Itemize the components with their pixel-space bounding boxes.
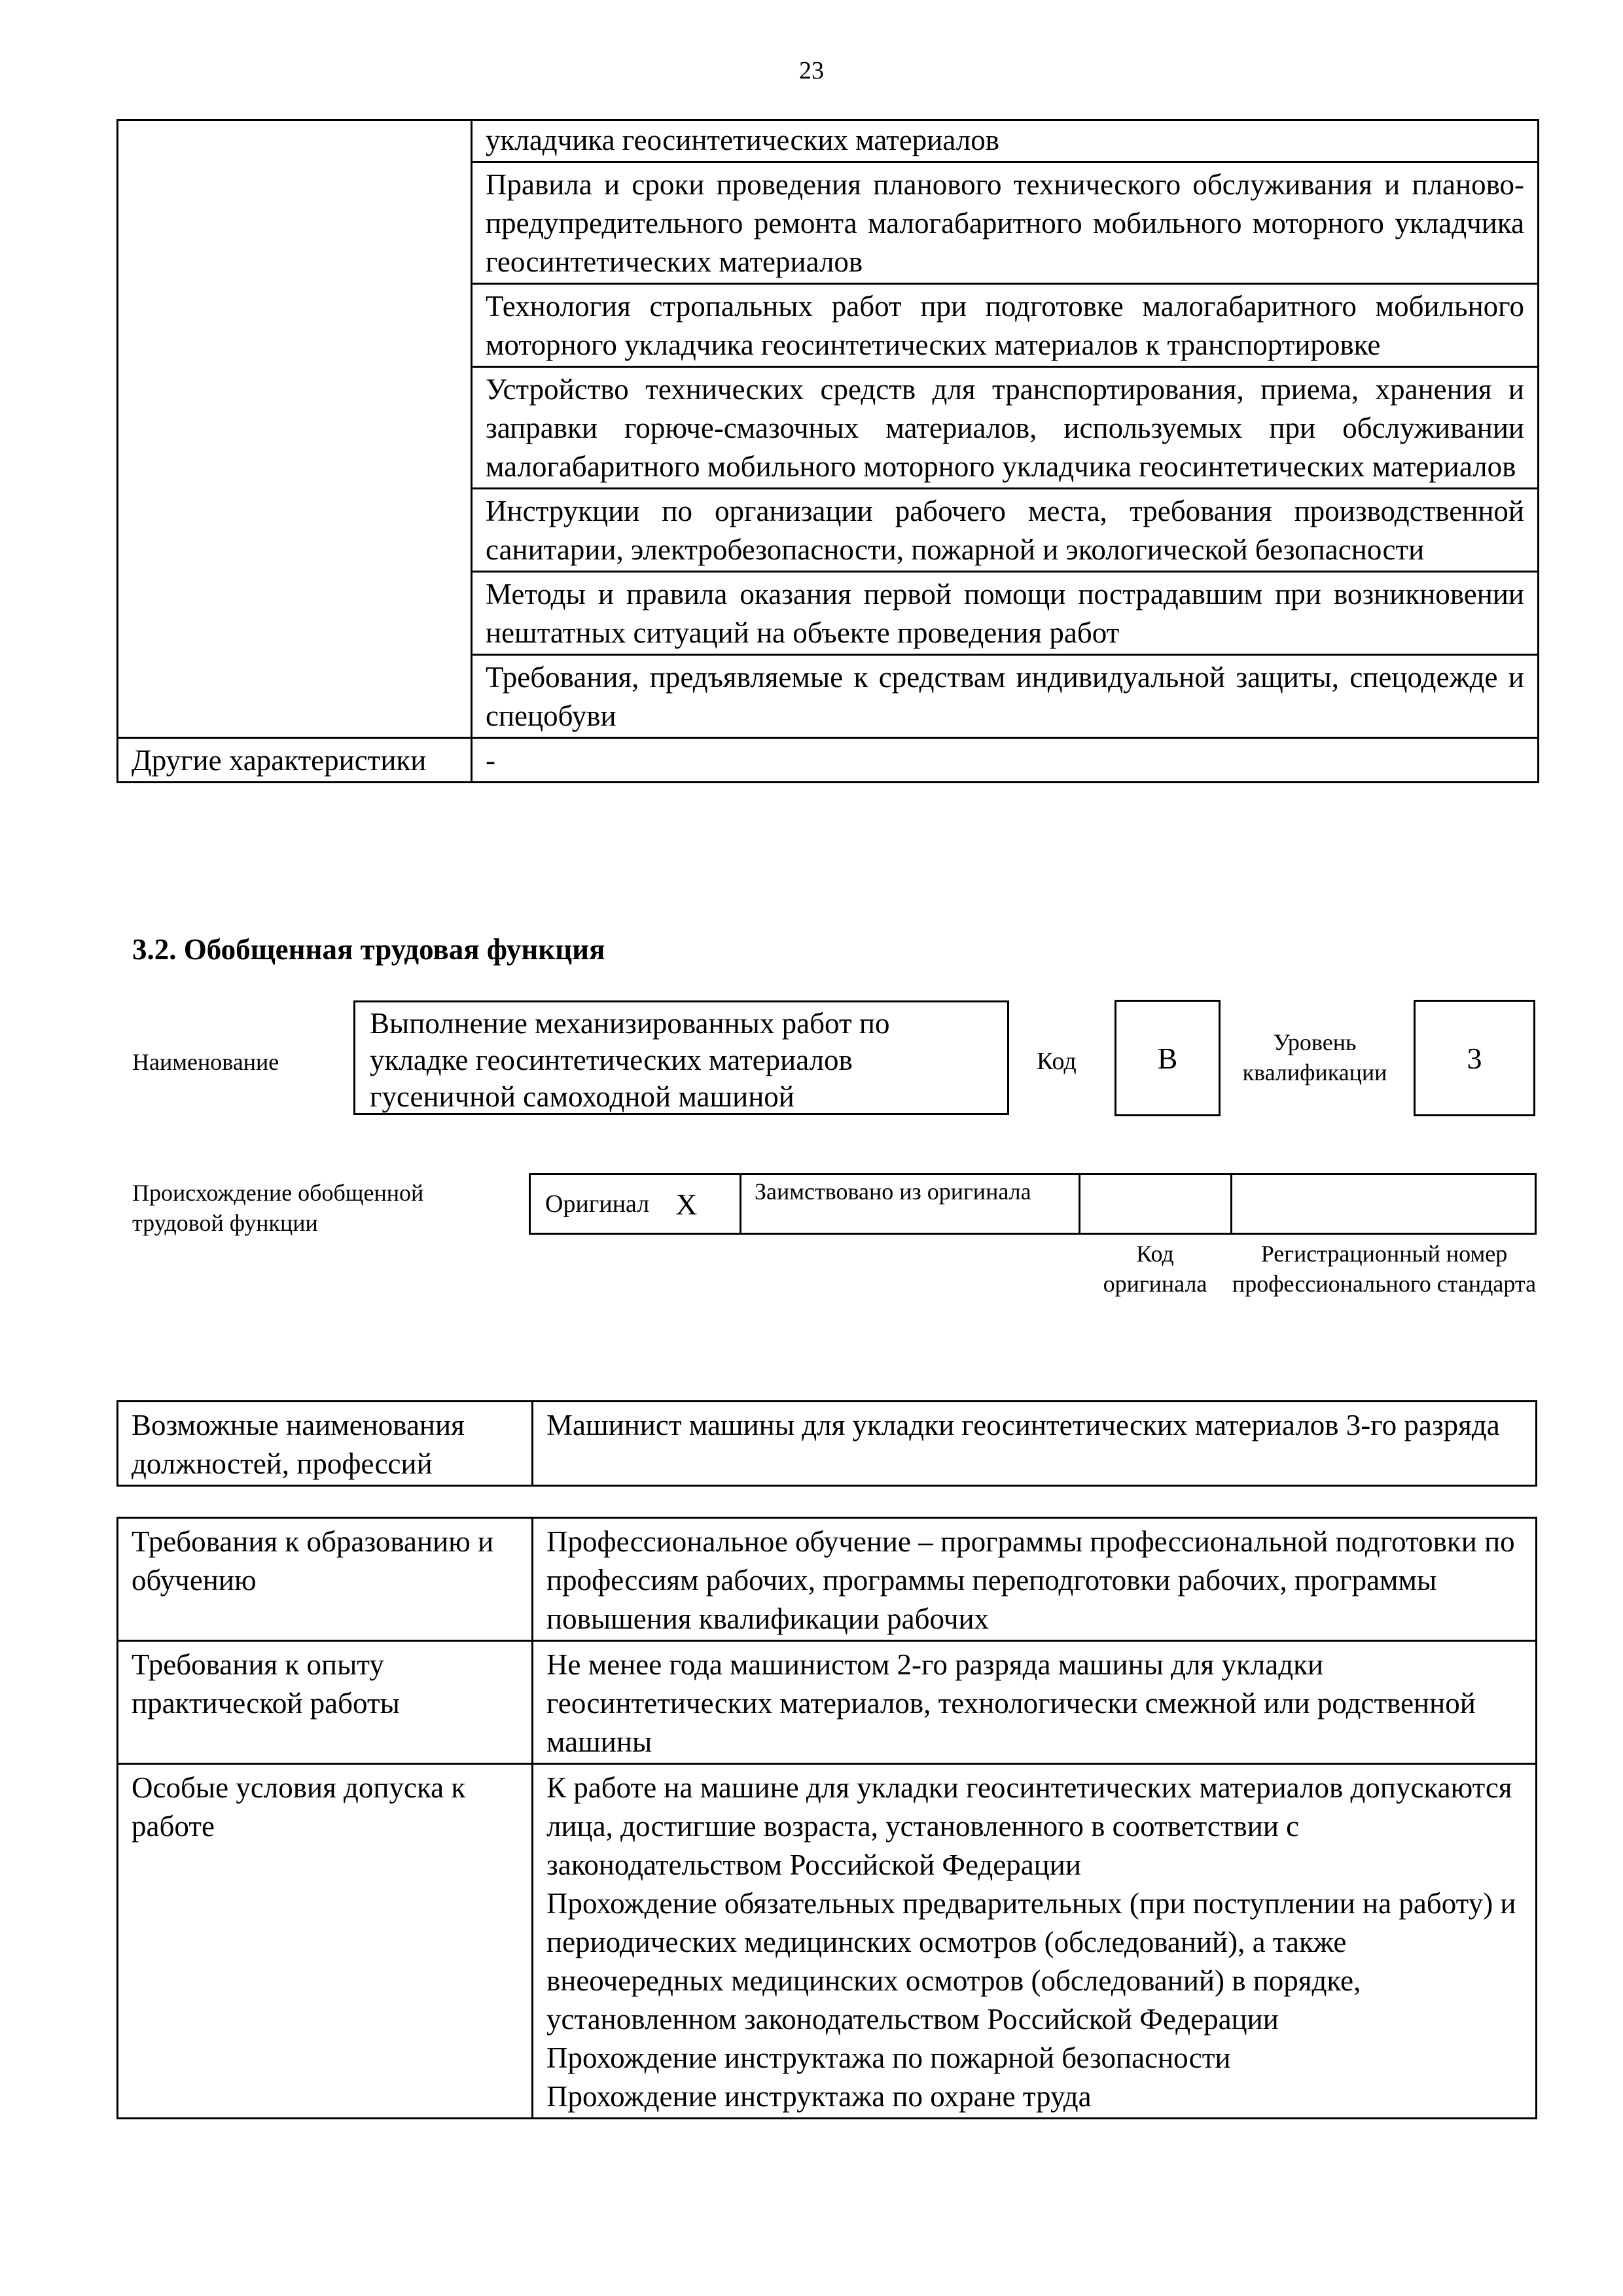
other-characteristics-value: - xyxy=(472,738,1539,783)
original-mark: X xyxy=(675,1187,698,1221)
table-row xyxy=(118,738,1539,783)
requirement-line: Прохождение обязательных предварительных (при поступлении на работу) и периодических медицинских осмотров (обследований), а также внеочередных медицинских осмотров (обследований) в порядке, установленном законодательством Российской Федерации xyxy=(546,1887,1516,2036)
knowledge-item: Требования, предъявляемые к средствам индивидуальной защиты, спецодежде и спецобуви xyxy=(472,655,1539,738)
borrowed-label: Заимствовано из оригинала xyxy=(741,1175,1080,1233)
knowledge-item: Устройство технических средств для транспортирования, приема, хранения и заправки горюче-смазочных материалов, используемых при обслуживании малогабаритного мобильного моторного укладчика геосинтетических материалов xyxy=(472,367,1539,489)
qualification-level-box: 3 xyxy=(1414,1000,1535,1116)
knowledge-label-cell xyxy=(118,120,472,738)
registration-number-caption: Регистрационный номер профессионального стандарта xyxy=(1232,1241,1537,1297)
table-row xyxy=(118,1518,1537,1641)
requirement-line: Прохождение инструктажа по пожарной безопасности xyxy=(546,2041,1231,2074)
experience-requirements-value xyxy=(533,1641,1537,1764)
original-label: Оригинал xyxy=(545,1190,650,1218)
positions-value: Машинист машины для укладки геосинтетических материалов 3-го разряда xyxy=(533,1402,1537,1486)
original-code-caption: Код оригинала xyxy=(1103,1241,1207,1297)
function-name-box: Выполнение механизированных работ по укладке геосинтетических материалов гусеничной самоходной машиной xyxy=(353,1000,1009,1115)
origin-original-cell xyxy=(531,1175,741,1233)
requirement-line: К работе на машине для укладки геосинтетических материалов допускаются лица, достигшие возраста, установленного в соответствии с законодательством Российской Федерации xyxy=(546,1771,1512,1881)
page-number: 23 xyxy=(799,57,824,84)
requirement-line: Не менее года машинистом 2-го разряда машины для укладки геосинтетических материалов, технологически смежной или родственной машины xyxy=(546,1648,1476,1758)
requirement-line: Профессиональное обучение – программы профессиональной подготовки по профессиям рабочих, программы переподготовки рабочих, программы повышения квалификации рабочих xyxy=(546,1525,1515,1635)
education-requirements-label: Требования к образованию и обучению xyxy=(118,1518,533,1641)
knowledge-table xyxy=(116,119,1539,783)
origin-table xyxy=(529,1173,1537,1235)
admission-conditions-label: Особые условия допуска к работе xyxy=(118,1764,533,2119)
code-label: Код xyxy=(1037,1048,1077,1075)
requirement-line: Прохождение инструктажа по охране труда xyxy=(546,2080,1092,2113)
other-characteristics-label: Другие характеристики xyxy=(118,738,472,783)
original-code-cell xyxy=(1080,1175,1232,1233)
education-requirements-value xyxy=(533,1518,1537,1641)
knowledge-item: Инструкции по организации рабочего места, требования производственной санитарии, электробезопасности, пожарной и экологической безопасности xyxy=(472,489,1539,572)
table-row xyxy=(118,1641,1537,1764)
positions-label: Возможные наименования должностей, профессий xyxy=(118,1402,533,1486)
knowledge-item: Методы и правила оказания первой помощи пострадавшим при возникновении нештатных ситуаций на объекте проведения работ xyxy=(472,572,1539,655)
table-row xyxy=(118,120,1539,162)
requirements-table xyxy=(116,1517,1537,2119)
admission-conditions-value xyxy=(533,1764,1537,2119)
knowledge-item: укладчика геосинтетических материалов xyxy=(472,120,1539,162)
section-heading: 3.2. Обобщенная трудовая функция xyxy=(132,933,605,966)
origin-label: Происхождение обобщенной трудовой функции xyxy=(132,1180,424,1236)
code-value-box: В xyxy=(1115,1000,1221,1116)
table-row xyxy=(118,1402,1537,1486)
registration-number-cell xyxy=(1232,1175,1535,1233)
experience-requirements-label: Требования к опыту практической работы xyxy=(118,1641,533,1764)
knowledge-item: Правила и сроки проведения планового технического обслуживания и планово-предупредительного ремонта малогабаритного мобильного моторного укладчика геосинтетических материалов xyxy=(472,162,1539,284)
name-label: Наименование xyxy=(132,1049,279,1075)
knowledge-item: Технология стропальных работ при подготовке малогабаритного мобильного моторного укладчика геосинтетических материалов к транспортировке xyxy=(472,284,1539,367)
positions-table xyxy=(116,1400,1537,1487)
qualification-level-label: Уровень квалификации xyxy=(1242,1029,1387,1086)
table-row xyxy=(118,1764,1537,2119)
